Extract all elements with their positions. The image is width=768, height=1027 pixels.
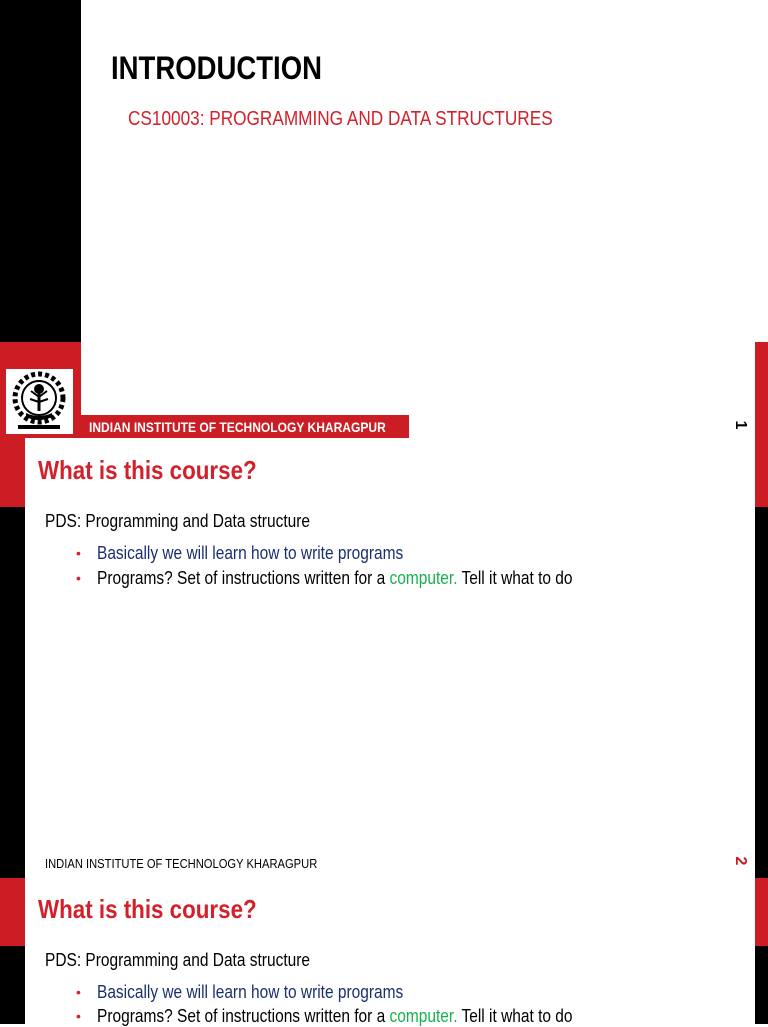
- slide1-title: INTRODUCTION: [111, 50, 322, 86]
- slide1-subtitle: CS10003: PROGRAMMING AND DATA STRUCTURES: [128, 108, 553, 130]
- bullet-2-text-end: Tell it what to do: [457, 1006, 573, 1026]
- slide2-red-block: [0, 438, 25, 507]
- slide2-intro: PDS: Programming and Data structure: [45, 511, 311, 531]
- slide3-red-edge: [755, 878, 768, 946]
- bullet-2-text: Programs? Set of instructions written for a: [97, 1006, 390, 1026]
- slide3-bullet-1: Basically we will learn how to write programs: [97, 982, 404, 1002]
- bullet-2-text-end: Tell it what to do: [457, 568, 573, 588]
- bullet-icon: •: [76, 545, 81, 561]
- computer-highlight: computer.: [389, 1006, 458, 1026]
- slide2-heading: What is this course?: [38, 455, 257, 485]
- slide1-institute-name: INDIAN INSTITUTE OF TECHNOLOGY KHARAGPUR: [89, 419, 386, 435]
- bullet-icon: •: [76, 1008, 81, 1024]
- slide1-red-edge: [755, 342, 768, 438]
- bullet-2-text: Programs? Set of instructions written for a: [97, 568, 390, 588]
- bullet-icon: •: [76, 984, 81, 1000]
- bullet-icon: •: [76, 570, 81, 586]
- slide3-heading: What is this course?: [38, 894, 257, 924]
- slide1-black-sidebar: [0, 0, 81, 342]
- slide2-bullet-2: [97, 568, 650, 589]
- slide1-page-number: 1: [732, 420, 749, 430]
- iit-kharagpur-emblem-icon: [6, 369, 73, 434]
- slide2-red-edge: [755, 438, 768, 507]
- slide3-red-block: [0, 878, 25, 946]
- slide2-footer: INDIAN INSTITUTE OF TECHNOLOGY KHARAGPUR: [45, 856, 318, 871]
- slide3-intro: PDS: Programming and Data structure: [45, 950, 311, 970]
- slide2-bullet-1: Basically we will learn how to write programs: [97, 543, 404, 563]
- computer-highlight: computer.: [389, 568, 458, 588]
- slide2-page-number: 2: [732, 856, 749, 866]
